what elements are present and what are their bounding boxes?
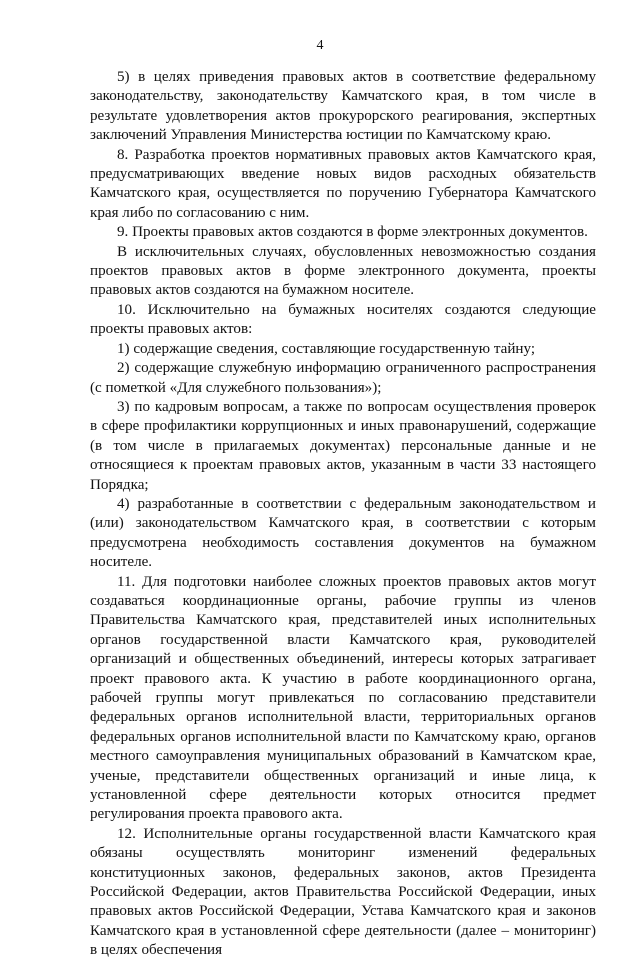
paragraph-11: 11. Для подготовки наиболее сложных проектов правовых актов могут создаваться координационные органы, рабочие группы из членов Правительства Камчатского края, представителей иных исполнительных органов государственной власти Камчатского края, руководителей организаций и общественных объединений, интересы которых затрагивает проект правового акта. К участию в работе координационного органа, рабочей группы могут привлекаться по согласованию представители федеральных органов исполнительной власти, территориальных органов федеральных органов исполнительной власти по Камчатскому краю, органов местного самоуправления муниципальных образований в Камчатском крае, ученые, представители общественных организаций и иные лица, к установленной сфере деятельности которых относится предмет регулирования проекта правового акта.: [90, 573, 596, 823]
paragraph-8: 8. Разработка проектов нормативных правовых актов Камчатского края, предусматривающих введение новых видов расходных обязательств Камчатского края, осуществляется по поручению Губернатора Камчатского края либо по согласованию с ним.: [90, 146, 596, 221]
paragraph-item-5-of-7: 5) в целях приведения правовых актов в соответствие федеральному законодательству, законодательству Камчатского края, в том числе в результате удовлетворения актов прокурорского реагирования, экспертных заключений Управления Министерства юстиции по Камчатскому краю.: [90, 69, 596, 144]
paragraph-10-item-3: 3) по кадровым вопросам, а также по вопросам осуществления проверок в сфере профилактики коррупционных и иных правонарушений, содержащие (в том числе в прилагаемых документах) персональные данные и не относящиеся к проектам правовых актов, указанным в части 33 настоящего Порядка;: [90, 398, 596, 493]
paragraph-10-item-1: 1) содержащие сведения, составляющие государственную тайну;: [117, 340, 536, 357]
paragraph-10-item-4: 4) разработанные в соответствии с федеральным законодательством и (или) законодательством Камчатского края, в соответствии с которым предусмотрена необходимость составления документов на бумажном носителе.: [90, 495, 596, 571]
paragraph-12: 12. Исполнительные органы государственной власти Камчатского края обязаны осуществлять мониторинг изменений федеральных конституционных законов, федеральных законов, актов Президента Российской Федерации, актов Правительства Российской Федерации, иных правовых актов Российской Федерации, Устава Камчатского края и законов Камчатского края в установленной сфере деятельности (далее – мониторинг) в целях обеспечения: [90, 825, 596, 959]
paragraph-10-item-2: 2) содержащие служебную информацию ограниченного распространения (с пометкой «Для служебного пользования»);: [90, 360, 596, 396]
paragraph-10: 10. Исключительно на бумажных носителях создаются следующие проекты правовых актов:: [90, 301, 596, 338]
document-body: [90, 68, 596, 961]
paragraph-9: 9. Проекты правовых актов создаются в форме электронных документов.: [117, 224, 588, 241]
paragraph-9-exception: В исключительных случаях, обусловленных невозможностью создания проектов правовых актов в форме электронного документа, проекты правовых актов создаются на бумажном носителе.: [90, 243, 596, 299]
page-number: 4: [316, 38, 324, 53]
